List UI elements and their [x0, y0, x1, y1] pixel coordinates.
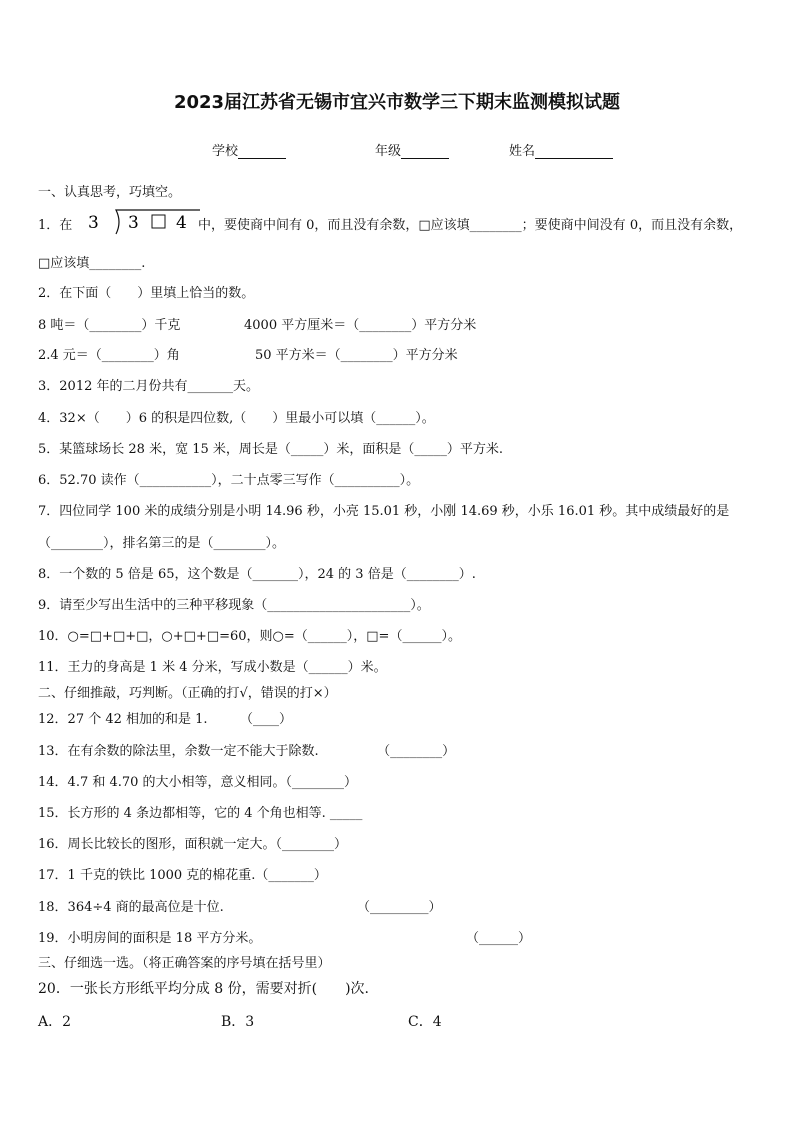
q10-text: 10．○=□+□+□，○+□+□=60，则○=（______），□=（______）。 — [38, 629, 461, 644]
q7-text: 7．四位同学 100 米的成绩分别是小明 14.96 秒，小亮 15.01 秒，小刚 14.69 秒，小乐 16.01 秒。其中成绩最好的是 — [38, 504, 730, 519]
q5-text: 5．某篮球场长 28 米，宽 15 米，周长是（_____）米，面积是（_____）平方米. — [38, 442, 504, 457]
dividend-digit-1: 3 — [128, 213, 139, 233]
q6-text: 6．52.70 读作（___________），二十点零三写作（__________）。 — [38, 473, 420, 488]
q18-text: 18．364÷4 商的最高位是十位. — [38, 900, 224, 915]
q2-text: 2．在下面（ ）里填上恰当的数。 — [38, 286, 255, 301]
q19-text: 19．小明房间的面积是 18 平方分米。 — [38, 931, 262, 946]
q8-text: 8．一个数的 5 倍是 65，这个数是（_______），24 的 3 倍是（________）. — [38, 567, 476, 582]
q20-option-c[interactable]: C．4 — [408, 1014, 442, 1030]
q13-text: 13．在有余数的除法里，余数一定不能大于除数. （________） — [38, 744, 456, 759]
q20-option-b[interactable]: B．3 — [221, 1014, 255, 1030]
q3-text: 3．2012 年的二月份共有_______天。 — [38, 379, 259, 394]
q14-text: 14．4.7 和 4.70 的大小相等，意义相同。（________） — [38, 775, 358, 790]
q4-text: 4．32×（ ）6 的积是四位数,（ ）里最小可以填（______）。 — [38, 411, 435, 426]
q20-text: 20．一张长方形纸平均分成 8 份，需要对折( )次. — [38, 981, 369, 997]
q19-answer: （______） — [466, 931, 532, 946]
school-field — [212, 140, 286, 159]
name-blank[interactable] — [535, 144, 613, 159]
q1-continued: □应该填________. — [38, 256, 146, 271]
q2-item-a: 8 吨＝（________）千克 — [38, 318, 181, 333]
q20-option-a[interactable]: A．2 — [38, 1014, 72, 1030]
name-field — [509, 140, 613, 159]
name-label: 姓名 — [509, 144, 536, 159]
q7-continued: （________），排名第三的是（________）。 — [38, 536, 286, 551]
q1-prefix: 1．在 — [38, 218, 73, 233]
blank-box-icon — [152, 215, 165, 228]
q18-answer: （_________） — [357, 900, 442, 915]
divisor-digit: 3 — [88, 213, 99, 233]
page-title: 2023届江苏省无锡市宜兴市数学三下期末监测模拟试题 — [173, 92, 621, 113]
q1-text: 中，要使商中间有 0，而且没有余数，□应该填________；要使商中间没有 0，而且没有余数， — [198, 218, 743, 233]
q16-text: 16．周长比较长的图形，面积就一定大。（________） — [38, 837, 348, 852]
dividend-digit-3: 4 — [176, 213, 187, 233]
school-label: 学校 — [212, 144, 239, 159]
section-3-heading: 三、仔细选一选。（将正确答案的序号填在括号里） — [38, 956, 331, 971]
q2-item-b: 4000 平方厘米＝（________）平方分米 — [244, 318, 477, 333]
q9-text: 9．请至少写出生活中的三种平移现象（______________________）。 — [38, 598, 430, 613]
grade-label: 年级 — [375, 144, 402, 159]
q2-item-c: 2.4 元＝（________）角 — [38, 348, 180, 363]
section-1-heading: 一、认真思考，巧填空。 — [38, 185, 182, 200]
q17-text: 17．1 千克的铁比 1000 克的棉花重.（_______） — [38, 868, 327, 883]
long-division-figure — [82, 208, 200, 236]
section-2-heading: 二、仔细推敲，巧判断。（正确的打√，错误的打×） — [38, 686, 337, 701]
school-blank[interactable] — [238, 144, 286, 159]
grade-field — [375, 140, 449, 159]
q15-text: 15．长方形的 4 条边都相等，它的 4 个角也相等. _____ — [38, 806, 363, 821]
q2-item-d: 50 平方米＝（________）平方分米 — [255, 348, 458, 363]
q11-text: 11．王力的身高是 1 米 4 分米，写成小数是（______）米。 — [38, 660, 387, 675]
q12-text: 12．27 个 42 相加的和是 1. （____） — [38, 712, 293, 727]
grade-blank[interactable] — [401, 144, 449, 159]
